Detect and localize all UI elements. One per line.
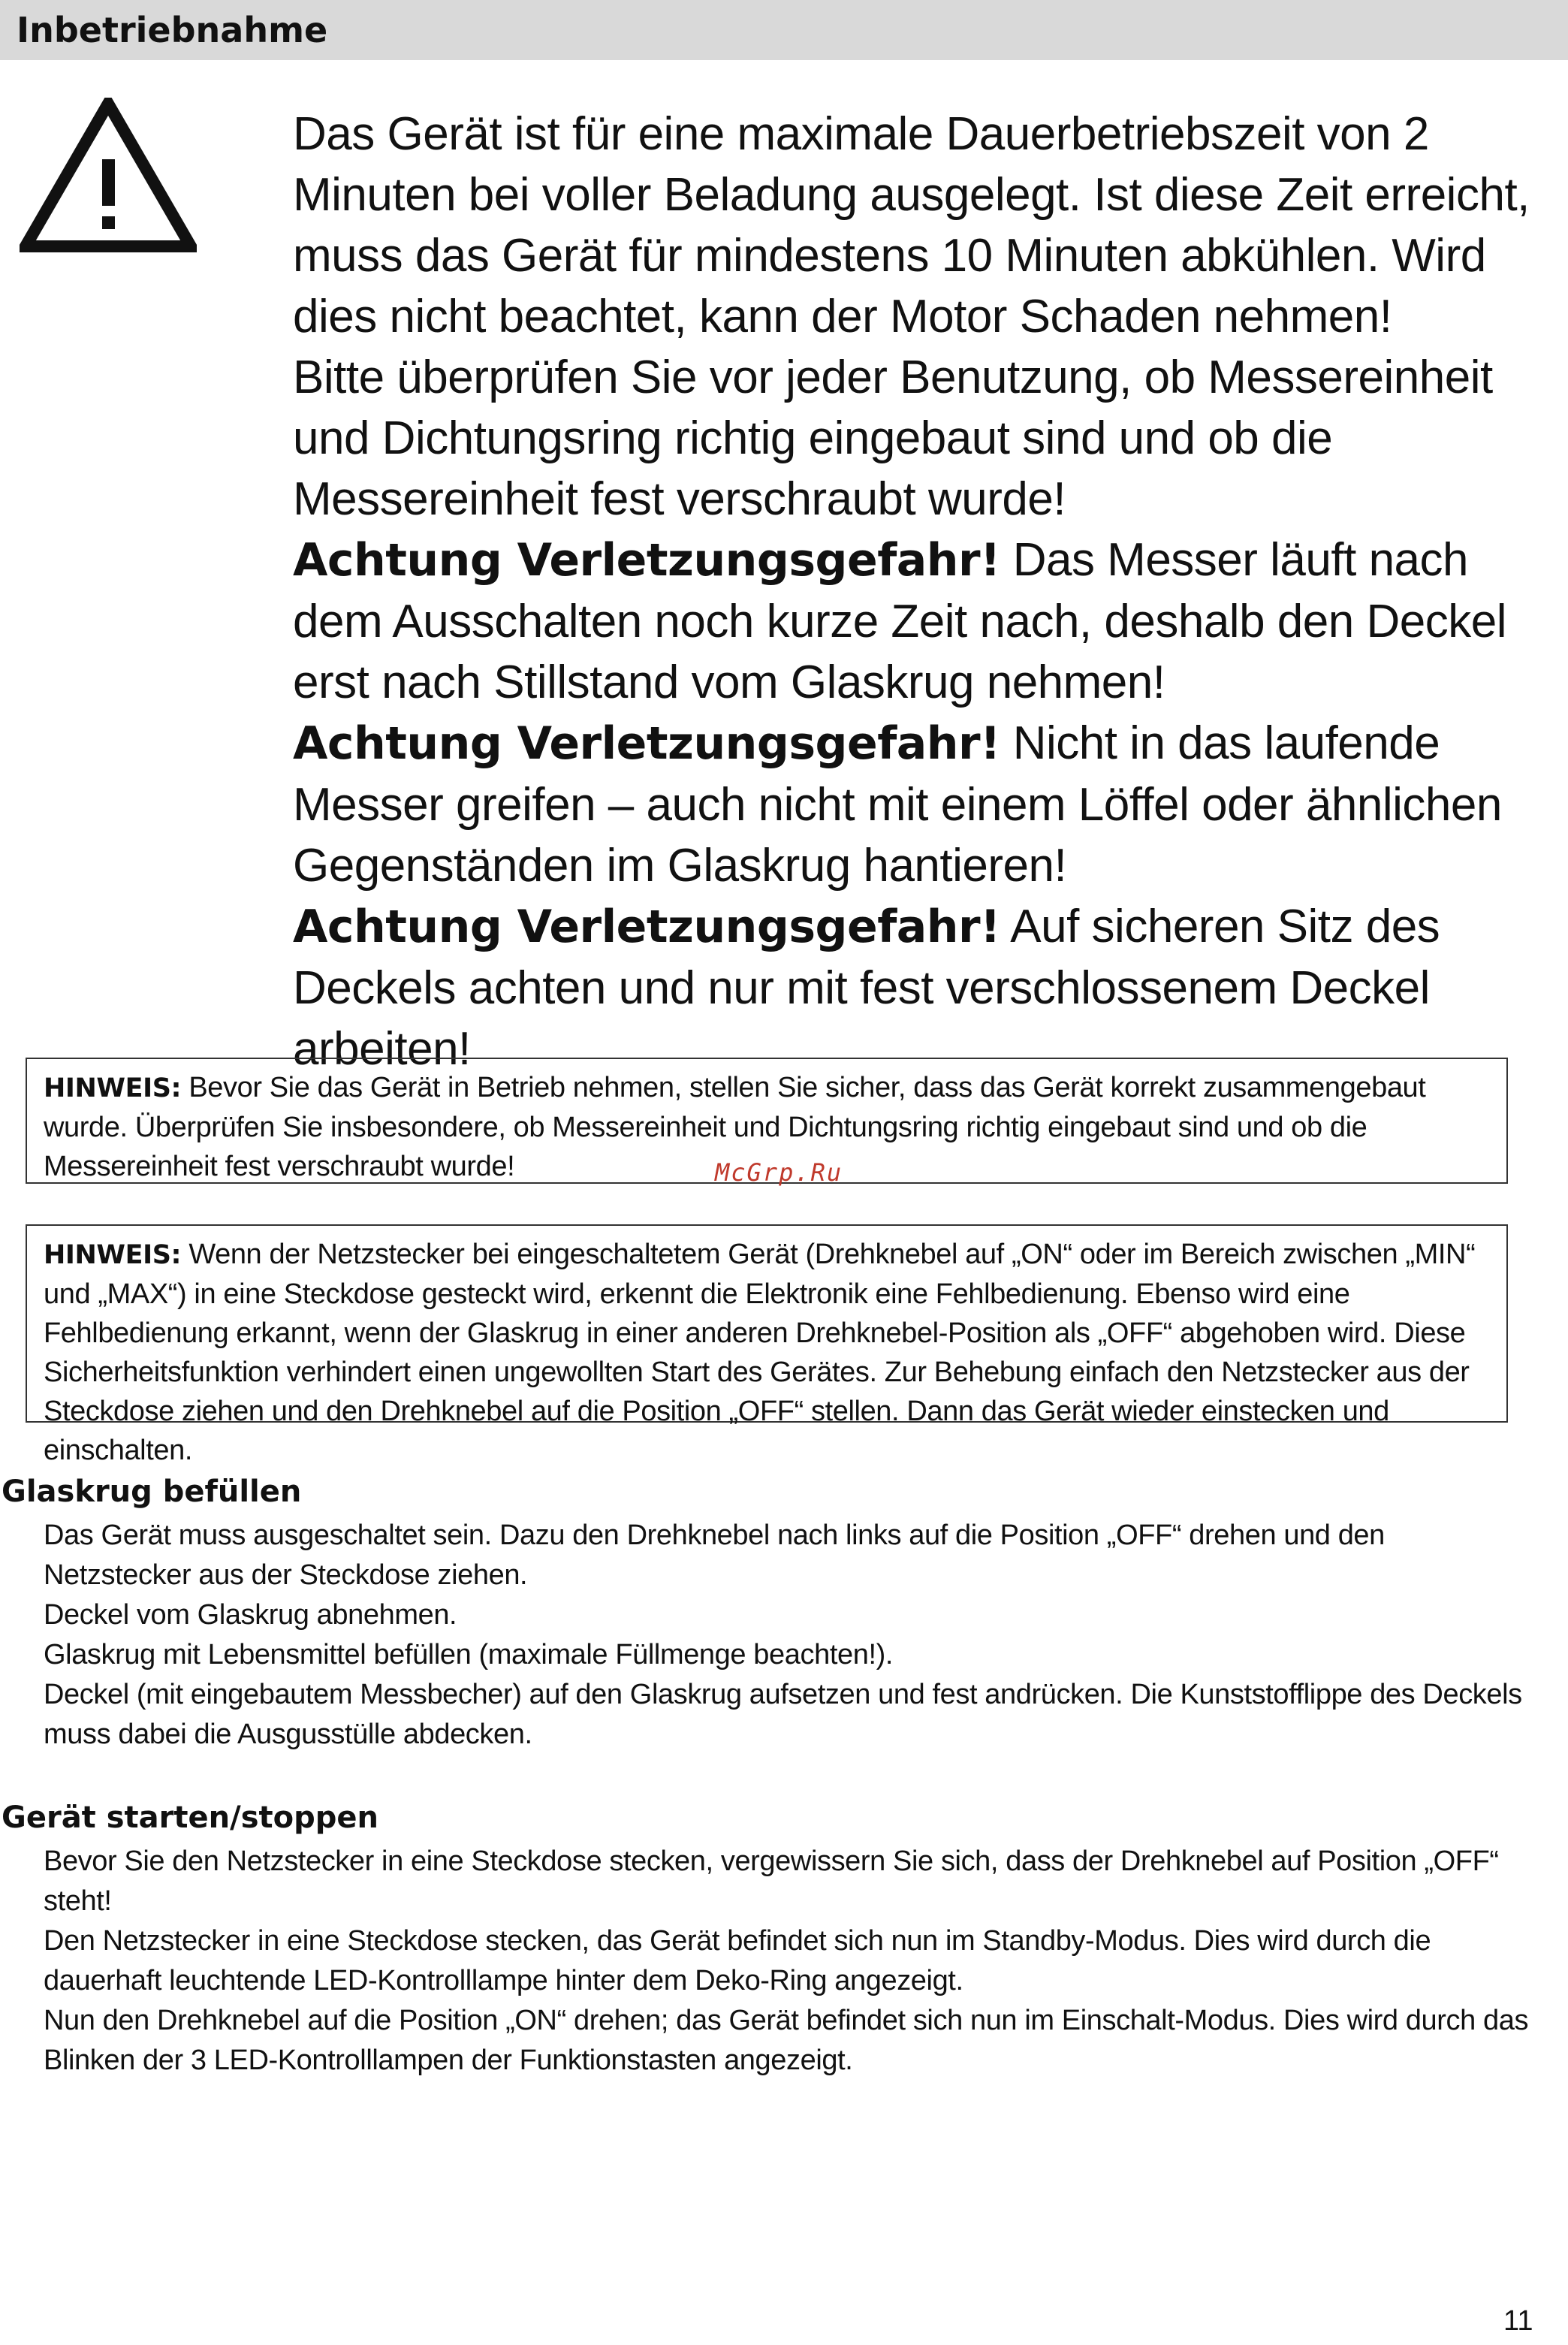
warning-paragraph: Bitte überprüfen Sie vor jeder Benutzung, ob Messereinheit und Dichtungsring richtig eingebaut sind und ob die Messereinheit fest verschraubt wurde! xyxy=(293,352,1493,525)
instruction-paragraph: Den Netzstecker in eine Steckdose stecken, das Gerät befindet sich nun im Standby-Modus. Dies wird durch die dauerhaft leuchtende LED-Kontrolllampe hinter dem Deko-Ring angezeigt. xyxy=(44,1925,1431,1996)
section-title-glaskrug: Glaskrug befüllen xyxy=(2,1474,302,1509)
note-label: HINWEIS: xyxy=(44,1240,182,1270)
caution-paragraph xyxy=(293,530,1547,713)
note-text: Bevor Sie das Gerät in Betrieb nehmen, stellen Sie sicher, dass das Gerät korrekt zusammengebaut wurde. Überprüfen Sie insbesondere, ob Messereinheit und Dichtungsring richtig eingebaut sind und ob die Messereinheit fest verschraubt wurde! xyxy=(44,1072,1426,1182)
instruction-paragraph: Nun den Drehknebel auf die Position „ON“ drehen; das Gerät befindet sich nun im Einschalt-Modus. Dies wird durch das Blinken der 3 LED-Kontrolllampen der Funktionstasten angezeigt. xyxy=(44,2005,1529,2076)
instruction-paragraph: Glaskrug mit Lebensmittel befüllen (maximale Füllmenge beachten!). xyxy=(44,1639,894,1670)
caution-label: Achtung Verletzungsgefahr! xyxy=(293,717,1000,770)
caution-label: Achtung Verletzungsgefahr! xyxy=(293,901,1000,953)
note-label: HINWEIS: xyxy=(44,1073,182,1103)
warning-triangle-icon xyxy=(20,98,197,252)
instruction-paragraph: Bevor Sie den Netzstecker in eine Steckdose stecken, vergewissern Sie sich, dass der Drehknebel auf Position „OFF“ steht! xyxy=(44,1846,1499,1917)
caution-label: Achtung Verletzungsgefahr! xyxy=(293,534,1000,587)
warning-text-block xyxy=(293,104,1547,1079)
section-title-starten: Gerät starten/stoppen xyxy=(2,1800,378,1835)
section-body-starten xyxy=(44,1842,1538,2081)
caution-text: Nicht in das laufende Messer greifen – auch nicht mit einem Löffel oder ähnlichen Gegenständen im Glaskrug hantieren! xyxy=(293,717,1502,892)
section-body-glaskrug xyxy=(44,1516,1538,1755)
note-box xyxy=(26,1224,1508,1466)
note-text: Wenn der Netzstecker bei eingeschaltetem Gerät (Drehknebel auf „ON“ oder im Bereich zwischen „MIN“ und „MAX“) in eine Steckdose gesteckt wird, erkennt die Elektronik eine Fehlbedienung. Ebenso wird eine Fehlbedienung erkannt, wenn der Glaskrug in einer anderen Drehknebel-Position als „OFF“ abgehoben wird. Diese Sicherheitsfunktion verhindert einen ungewollten Start des Gerätes. Zur Behebung einfach den Netzstecker aus der Steckdose ziehen und den Drehknebel auf die Position „OFF“ stellen. Dann das Gerät wieder einstecken und einschalten. xyxy=(44,1239,1476,1466)
instruction-paragraph: Deckel vom Glaskrug abnehmen. xyxy=(44,1599,457,1631)
caution-paragraph xyxy=(293,896,1547,1079)
page-number: 11 xyxy=(1503,2305,1533,2337)
caution-text: Auf sicheren Sitz des Deckels achten und nur mit fest verschlossenem Deckel arbeiten! xyxy=(293,901,1440,1075)
instruction-paragraph: Das Gerät muss ausgeschaltet sein. Dazu den Drehknebel nach links auf die Position „OFF“ drehen und den Netzstecker aus der Steckdose ziehen. xyxy=(44,1520,1385,1591)
section-header-bar xyxy=(0,0,1568,60)
caution-paragraph xyxy=(293,713,1547,896)
caution-text: Das Messer läuft nach dem Ausschalten noch kurze Zeit nach, deshalb den Deckel erst nach Stillstand vom Glaskrug nehmen! xyxy=(293,534,1506,708)
warning-paragraph: Das Gerät ist für eine maximale Dauerbetriebszeit von 2 Minuten bei voller Beladung ausgelegt. Ist diese Zeit erreicht, muss das Gerät für mindestens 10 Minuten abkühlen. Wird dies nicht beachtet, kann der Motor Schaden nehmen! xyxy=(293,108,1530,343)
page-title: Inbetriebnahme xyxy=(17,10,328,50)
watermark: McGrp.Ru xyxy=(715,1158,843,1187)
instruction-paragraph: Deckel (mit eingebautem Messbecher) auf den Glaskrug aufsetzen und fest andrücken. Die Kunststofflippe des Deckels muss dabei die Ausgusstülle abdecken. xyxy=(44,1679,1522,1750)
